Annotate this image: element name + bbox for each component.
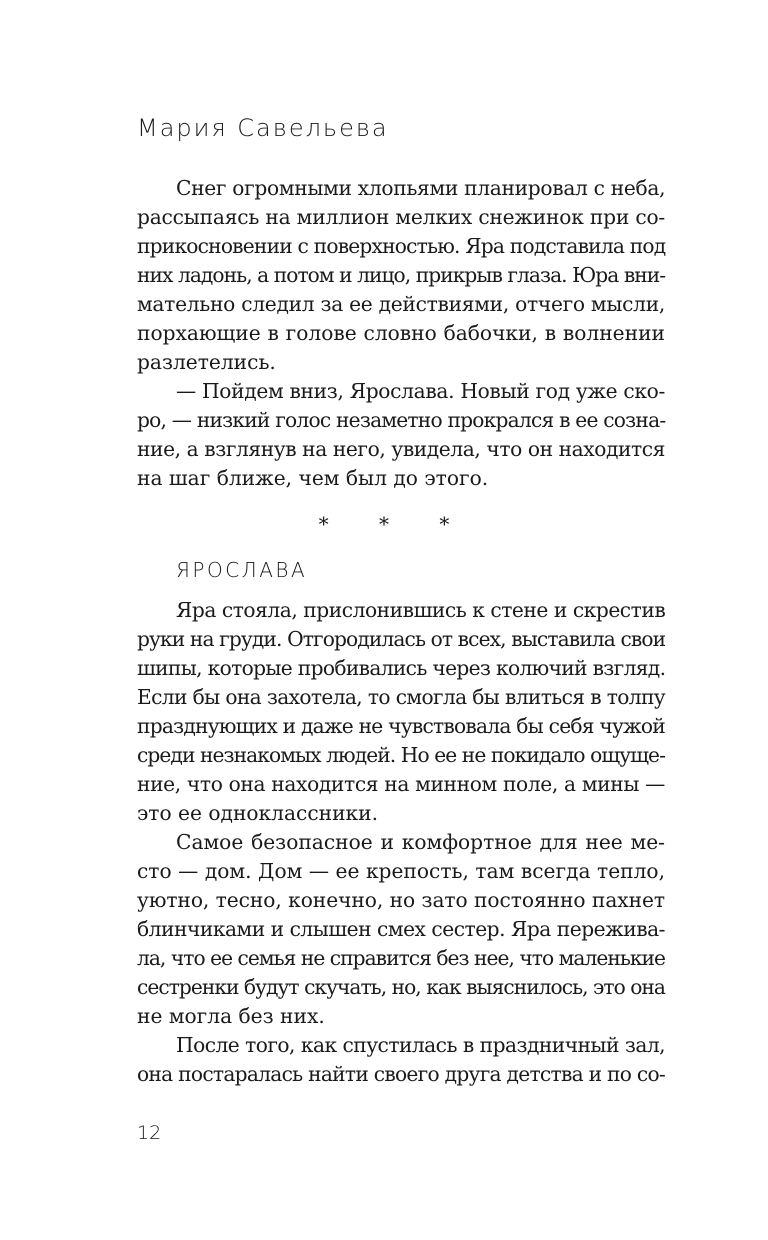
text-line: ро, — низкий голос незаметно прокрался в ее созна-: [137, 408, 666, 432]
text-line: уютно, тесно, конечно, но зато постоянно пахнет: [137, 888, 665, 912]
text-line: них ладонь, а потом и лицо, прикрыв глаза. Юра вни-: [137, 263, 666, 287]
text-line: Самое безопасное и комфортное для нее ме-: [176, 830, 665, 854]
text-line: — Пойдем вниз, Ярослава. Новый год уже ско-: [176, 379, 665, 403]
text-line: Яра стояла, прислонившись к стене и скрестив: [176, 598, 666, 622]
text-line: сто — дом. Дом — ее крепость, там всегда тепло,: [137, 859, 665, 883]
paragraph: [137, 596, 665, 828]
text-line: сестренки будут скучать, но, как выяснилось, это она: [137, 975, 665, 999]
text-line: она постаралась найти своего друга детства и по со-: [137, 1062, 665, 1086]
text-line: ние, что она находится на минном поле, а мины —: [137, 772, 665, 796]
text-line: порхающие в голове словно бабочки, в волнении: [137, 321, 665, 345]
text-line: мательно следил за ее действиями, отчего мысли,: [137, 292, 666, 316]
text-line: шипы, которые пробивались через колючий взгляд.: [137, 656, 666, 680]
text-line: Снег огромными хлопьями планировал с неба,: [176, 176, 666, 200]
text-line: не могла без них.: [137, 1004, 325, 1028]
text-line: После того, как спустилась в праздничный зал,: [176, 1033, 665, 1057]
paragraph: [137, 1031, 665, 1089]
text-line: Если бы она захотела, то смогла бы влиться в толпу: [137, 685, 665, 709]
text-line: среди незнакомых людей. Но ее не покидало ощуще-: [137, 743, 665, 767]
text-line: ние, а взглянув на него, увидела, что он находится: [137, 437, 665, 461]
section-separator: * * *: [318, 512, 472, 536]
text-line: руки на груди. Отгородилась от всех, выставила свои: [137, 627, 666, 651]
text-line: прикосновении с поверхностью. Яра подставила под: [137, 234, 666, 258]
paragraph: [137, 174, 665, 377]
text-section-2: [137, 596, 665, 1089]
paragraph: [137, 377, 665, 493]
text-line: это ее одноклассники.: [137, 801, 379, 825]
running-header-author: Мария Савельева: [137, 114, 389, 142]
page-number: 12: [137, 1122, 162, 1144]
text-line: блинчиками и слышен смех сестер. Яра пережива-: [137, 917, 665, 941]
text-line: рассыпаясь на миллион мелких снежинок при со-: [137, 205, 666, 229]
text-line: разлетелись.: [137, 350, 276, 374]
chapter-title: ЯРОСЛАВА: [176, 558, 308, 582]
paragraph: [137, 828, 665, 1031]
text-line: на шаг ближе, чем был до этого.: [137, 466, 489, 490]
text-line: ла, что ее семья не справится без нее, что маленькие: [137, 946, 665, 970]
text-section-1: [137, 174, 665, 493]
text-line: празднующих и даже не чувствовала бы себя чужой: [137, 714, 665, 738]
